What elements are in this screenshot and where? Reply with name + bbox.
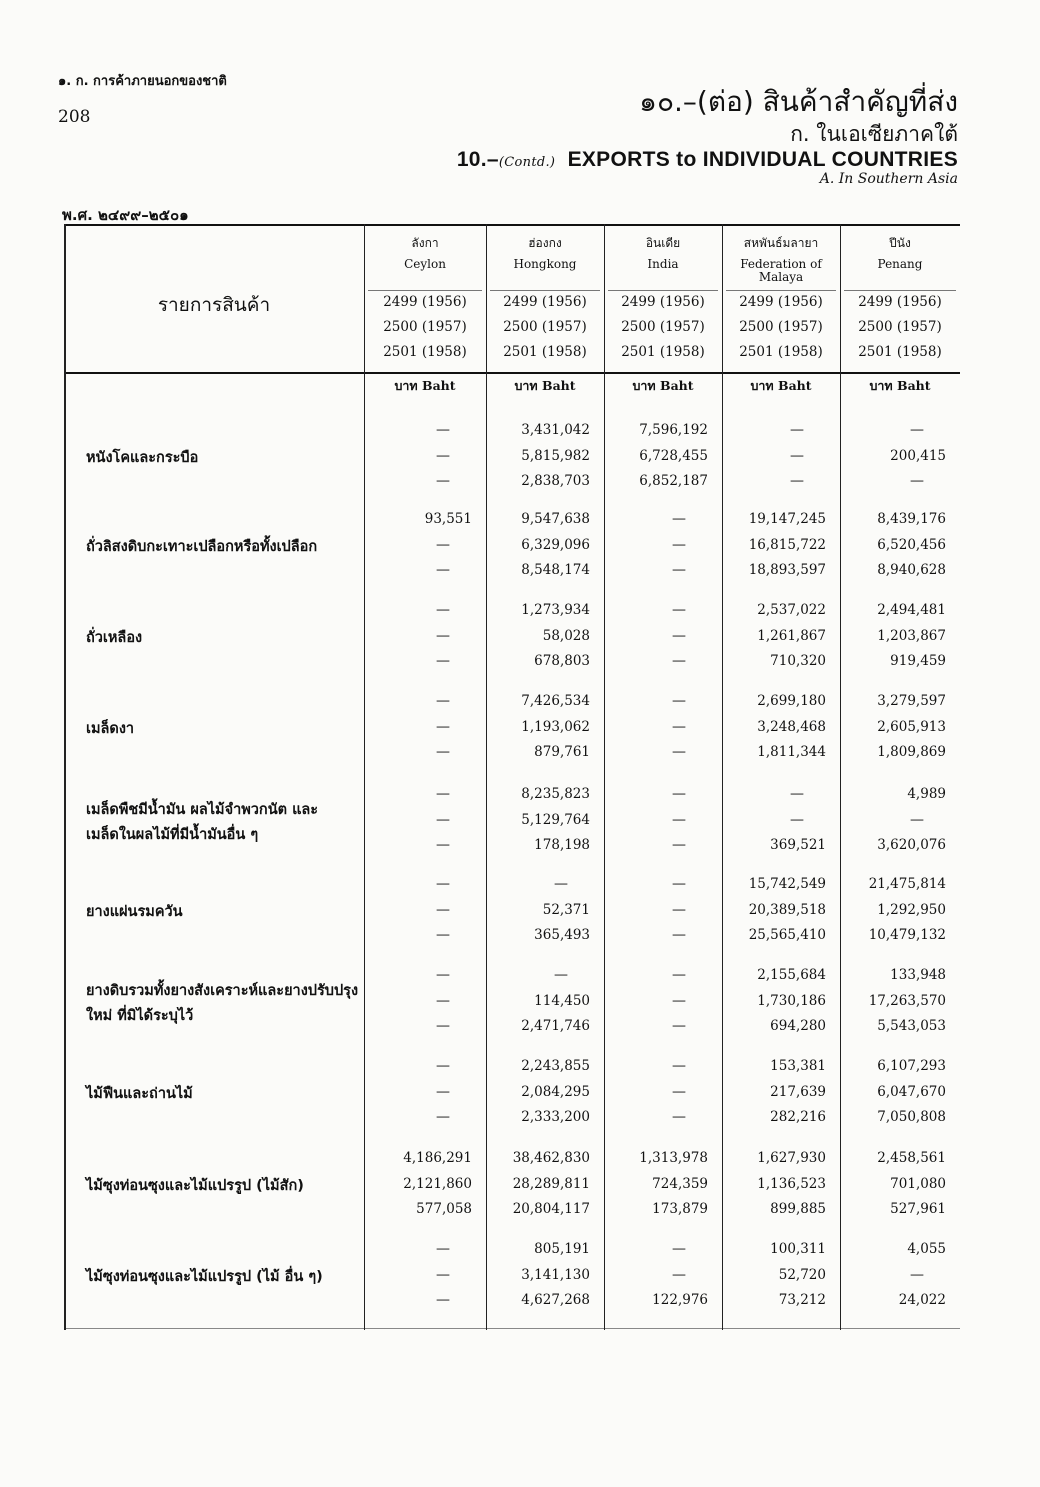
title-en-main: EXPORTS to INDIVIDUAL COUNTRIES <box>567 148 958 171</box>
commodity-label: ไม้ซุงท่อนซุงและไม้แปรรูป (ไม้สัก) <box>86 1178 304 1194</box>
value-cell: 15,742,549 <box>748 876 826 892</box>
empty-dash: — <box>436 627 450 644</box>
value-cell: 4,627,268 <box>521 1292 590 1308</box>
year-label: 2499 (1956) <box>621 294 705 310</box>
empty-dash: — <box>436 901 450 918</box>
empty-dash: — <box>436 473 450 489</box>
value-cell: 3,431,042 <box>521 422 590 438</box>
country-name-thai: ฮ่องกง <box>528 236 562 250</box>
value-cell: 38,462,830 <box>512 1150 590 1166</box>
subtitle-thai: ก. ในเอเซียภาคใต้ <box>790 122 958 146</box>
value-cell: 100,311 <box>770 1241 826 1257</box>
currency-unit: บาท Baht <box>750 378 812 393</box>
value-cell: 73,212 <box>778 1292 826 1308</box>
value-cell: 1,261,867 <box>757 627 826 644</box>
value-cell: 805,191 <box>534 1241 590 1257</box>
empty-dash: — <box>790 473 804 489</box>
empty-dash: — <box>672 1058 686 1074</box>
year-label: 2500 (1957) <box>503 319 587 335</box>
empty-dash: — <box>436 786 450 802</box>
empty-dash: — <box>672 536 686 553</box>
year-label: 2500 (1957) <box>383 319 467 335</box>
title-en-contd: (Contd.) <box>498 155 556 170</box>
empty-dash: — <box>672 562 686 578</box>
value-cell: 6,852,187 <box>639 473 708 489</box>
value-cell: 4,989 <box>907 786 946 802</box>
empty-dash: — <box>672 693 686 709</box>
value-cell: 2,537,022 <box>757 602 826 618</box>
empty-dash: — <box>436 967 450 983</box>
country-name-thai: ปีนัง <box>889 236 911 250</box>
empty-dash: — <box>672 1241 686 1257</box>
empty-dash: — <box>554 876 568 892</box>
value-cell: 3,620,076 <box>877 837 946 853</box>
value-cell: 6,107,293 <box>877 1058 946 1074</box>
empty-dash: — <box>436 1058 450 1074</box>
value-cell: 6,329,096 <box>521 536 590 553</box>
empty-dash: — <box>672 744 686 760</box>
empty-dash: — <box>436 811 450 828</box>
value-cell: 114,450 <box>534 992 590 1009</box>
value-cell: 217,639 <box>770 1083 826 1100</box>
value-cell: 2,494,481 <box>877 602 946 618</box>
value-cell: 8,439,176 <box>877 511 946 527</box>
value-cell: 1,136,523 <box>757 1175 826 1192</box>
value-cell: 153,381 <box>770 1058 826 1074</box>
year-label: 2501 (1958) <box>503 344 587 360</box>
commodity-label: เมล็ดพืชมีน้ำมัน ผลไม้จำพวกนัต และ เมล็ดในผลไม้ที่มีน้ำมันอื่น ๆ <box>86 802 319 843</box>
currency-unit: บาท Baht <box>514 378 576 393</box>
currency-unit: บาท Baht <box>869 378 931 393</box>
country-name-thai: อินเดีย <box>645 236 681 250</box>
empty-dash: — <box>436 1109 450 1125</box>
empty-dash: — <box>910 811 924 828</box>
value-cell: 678,803 <box>534 653 590 669</box>
empty-dash: — <box>790 786 804 802</box>
empty-dash: — <box>436 992 450 1009</box>
empty-dash: — <box>672 876 686 892</box>
header-divider <box>490 290 600 291</box>
value-cell: 3,248,468 <box>757 718 826 735</box>
commodity-label: ถั่วเหลือง <box>86 630 143 646</box>
empty-dash: — <box>436 562 450 578</box>
value-cell: 2,699,180 <box>757 693 826 709</box>
value-cell: 2,333,200 <box>521 1109 590 1125</box>
value-cell: 577,058 <box>416 1201 472 1217</box>
value-cell: 6,520,456 <box>877 536 946 553</box>
empty-dash: — <box>672 1266 686 1283</box>
value-cell: 133,948 <box>890 967 946 983</box>
value-cell: 7,050,808 <box>877 1109 946 1125</box>
value-cell: 20,389,518 <box>748 901 826 918</box>
section-heading: ๑. ก. การค้าภายนอกของชาติ <box>58 74 227 89</box>
value-cell: 369,521 <box>770 837 826 853</box>
table-top-rule <box>64 224 960 226</box>
empty-dash: — <box>436 422 450 438</box>
value-cell: 1,273,934 <box>521 602 590 618</box>
header-divider <box>608 290 718 291</box>
empty-dash: — <box>910 422 924 438</box>
empty-dash: — <box>436 536 450 553</box>
value-cell: 701,080 <box>890 1175 946 1192</box>
empty-dash: — <box>672 967 686 983</box>
empty-dash: — <box>672 901 686 918</box>
value-cell: 18,893,597 <box>748 562 826 578</box>
value-cell: 6,728,455 <box>639 447 708 464</box>
value-cell: 1,730,186 <box>757 992 826 1009</box>
value-cell: 8,235,823 <box>521 786 590 802</box>
value-cell: 2,243,855 <box>521 1058 590 1074</box>
empty-dash: — <box>672 1109 686 1125</box>
empty-dash: — <box>436 837 450 853</box>
table-left-border <box>64 224 66 1330</box>
title-thai: ๑๐.–(ต่อ) สินค้าสำคัญที่ส่ง <box>639 85 958 118</box>
item-column-header: รายการสินค้า <box>157 294 271 316</box>
year-label: 2499 (1956) <box>383 294 467 310</box>
value-cell: 5,129,764 <box>521 811 590 828</box>
value-cell: 7,426,534 <box>521 693 590 709</box>
title-english <box>457 148 958 172</box>
value-cell: 1,313,978 <box>639 1150 708 1166</box>
empty-dash: — <box>672 811 686 828</box>
value-cell: 2,838,703 <box>521 473 590 489</box>
value-cell: 4,186,291 <box>403 1150 472 1166</box>
commodity-label: ไม้ซุงท่อนซุงและไม้แปรรูป (ไม้ อื่น ๆ) <box>86 1269 323 1285</box>
year-label: 2501 (1958) <box>383 344 467 360</box>
value-cell: 52,371 <box>542 901 590 918</box>
value-cell: 1,292,950 <box>877 901 946 918</box>
empty-dash: — <box>672 992 686 1009</box>
value-cell: 4,055 <box>907 1241 946 1257</box>
value-cell: 527,961 <box>890 1201 946 1217</box>
country-name-thai: ลังกา <box>411 236 439 250</box>
value-cell: 365,493 <box>534 927 590 943</box>
empty-dash: — <box>790 422 804 438</box>
value-cell: 8,940,628 <box>877 562 946 578</box>
empty-dash: — <box>436 693 450 709</box>
year-label: 2500 (1957) <box>739 319 823 335</box>
empty-dash: — <box>672 927 686 943</box>
commodity-label: ถั่วลิสงดิบกะเทาะเปลือกหรือทั้งเปลือก <box>86 539 318 555</box>
value-cell: 52,720 <box>778 1266 826 1283</box>
header-divider <box>368 290 482 291</box>
value-cell: 10,479,132 <box>868 927 946 943</box>
value-cell: 2,084,295 <box>521 1083 590 1100</box>
value-cell: 24,022 <box>898 1292 946 1308</box>
empty-dash: — <box>436 1266 450 1283</box>
empty-dash: — <box>672 786 686 802</box>
empty-dash: — <box>672 1018 686 1034</box>
empty-dash: — <box>436 602 450 618</box>
commodity-label: ยางแผ่นรมควัน <box>86 904 183 920</box>
value-cell: 3,279,597 <box>877 693 946 709</box>
value-cell: 21,475,814 <box>868 876 946 892</box>
currency-unit: บาท Baht <box>394 378 456 393</box>
value-cell: 173,879 <box>652 1201 708 1217</box>
empty-dash: — <box>436 653 450 669</box>
empty-dash: — <box>436 1241 450 1257</box>
empty-dash: — <box>790 811 804 828</box>
table-bottom-rule <box>64 1328 960 1329</box>
year-label: 2501 (1958) <box>621 344 705 360</box>
empty-dash: — <box>672 653 686 669</box>
empty-dash: — <box>436 927 450 943</box>
value-cell: 58,028 <box>542 627 590 644</box>
value-cell: 16,815,722 <box>748 536 826 553</box>
value-cell: 93,551 <box>424 511 472 527</box>
subtitle-english: A. In Southern Asia <box>819 171 958 187</box>
value-cell: 710,320 <box>770 653 826 669</box>
country-name-thai: สหพันธ์มลายา <box>743 236 819 250</box>
empty-dash: — <box>436 1018 450 1034</box>
country-name-english: India <box>647 257 679 271</box>
currency-unit: บาท Baht <box>632 378 694 393</box>
empty-dash: — <box>436 1083 450 1100</box>
value-cell: 28,289,811 <box>512 1175 590 1192</box>
empty-dash: — <box>910 1266 924 1283</box>
value-cell: 25,565,410 <box>748 927 826 943</box>
value-cell: 7,596,192 <box>639 422 708 438</box>
exports-table <box>64 224 960 1330</box>
year-label: 2499 (1956) <box>503 294 587 310</box>
empty-dash: — <box>436 718 450 735</box>
value-cell: 1,193,062 <box>521 718 590 735</box>
empty-dash: — <box>790 447 804 464</box>
year-label: 2501 (1958) <box>858 344 942 360</box>
value-cell: 1,203,867 <box>877 627 946 644</box>
value-cell: 919,459 <box>890 653 946 669</box>
empty-dash: — <box>436 744 450 760</box>
value-cell: 20,804,117 <box>512 1201 590 1217</box>
title-en-prefix: 10.– <box>456 148 499 171</box>
value-cell: 2,458,561 <box>877 1150 946 1166</box>
value-cell: 1,627,930 <box>757 1150 826 1166</box>
value-cell: 200,415 <box>890 447 946 464</box>
empty-dash: — <box>554 967 568 983</box>
empty-dash: — <box>436 447 450 464</box>
value-cell: 1,809,869 <box>877 744 946 760</box>
empty-dash: — <box>672 602 686 618</box>
value-cell: 2,121,860 <box>403 1175 472 1192</box>
value-cell: 8,548,174 <box>521 562 590 578</box>
value-cell: 2,155,684 <box>757 967 826 983</box>
empty-dash: — <box>672 627 686 644</box>
value-cell: 17,263,570 <box>868 992 946 1009</box>
commodity-label: ไม้ฟืนและถ่านไม้ <box>86 1086 193 1102</box>
empty-dash: — <box>672 718 686 735</box>
value-cell: 724,359 <box>652 1175 708 1192</box>
empty-dash: — <box>672 837 686 853</box>
commodity-label: ยางดิบรวมทั้งยางสังเคราะห์และยางปรับปรุง ใหม่ ที่มิได้ระบุไว้ <box>86 983 359 1024</box>
page-number: 208 <box>58 107 91 127</box>
empty-dash: — <box>672 1083 686 1100</box>
country-name-english: Hongkong <box>513 257 577 271</box>
value-cell: 178,198 <box>534 837 590 853</box>
value-cell: 2,471,746 <box>521 1018 590 1034</box>
value-cell: 5,815,982 <box>521 447 590 464</box>
value-cell: 694,280 <box>770 1018 826 1034</box>
value-cell: 122,976 <box>652 1292 708 1308</box>
country-name-english: Ceylon <box>404 257 446 271</box>
year-label: 2499 (1956) <box>858 294 942 310</box>
commodity-label: เมล็ดงา <box>86 721 135 737</box>
value-cell: 19,147,245 <box>748 511 826 527</box>
country-name-english: Federation of Malaya <box>740 257 822 284</box>
empty-dash: — <box>436 1292 450 1308</box>
year-label: 2500 (1957) <box>621 319 705 335</box>
header-divider <box>844 290 956 291</box>
value-cell: 2,605,913 <box>877 718 946 735</box>
empty-dash: — <box>672 511 686 527</box>
value-cell: 899,885 <box>770 1201 826 1217</box>
value-cell: 5,543,053 <box>877 1018 946 1034</box>
value-cell: 282,216 <box>770 1109 826 1125</box>
era-range: พ.ศ. ๒๔๙๙–๒๕๐๑ <box>62 206 189 224</box>
year-label: 2499 (1956) <box>739 294 823 310</box>
value-cell: 3,141,130 <box>521 1266 590 1283</box>
value-cell: 879,761 <box>534 744 590 760</box>
empty-dash: — <box>910 473 924 489</box>
country-name-english: Penang <box>877 257 923 271</box>
year-label: 2501 (1958) <box>739 344 823 360</box>
commodity-label: หนังโคและกระบือ <box>86 450 199 466</box>
header-bottom-rule <box>64 372 960 374</box>
value-cell: 6,047,670 <box>877 1083 946 1100</box>
year-label: 2500 (1957) <box>858 319 942 335</box>
empty-dash: — <box>436 876 450 892</box>
value-cell: 1,811,344 <box>757 744 826 760</box>
value-cell: 9,547,638 <box>521 511 590 527</box>
header-divider <box>726 290 836 291</box>
